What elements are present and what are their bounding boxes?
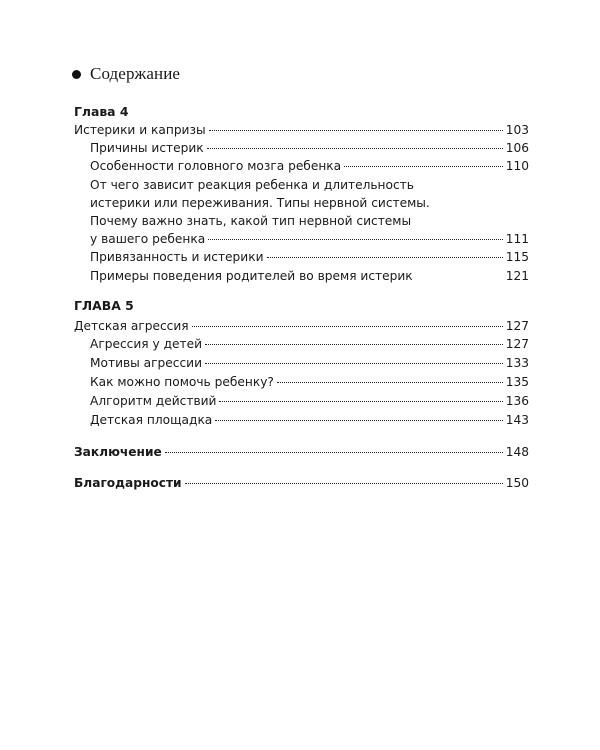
dot-leader [219, 401, 502, 402]
toc-entry-page: 121 [505, 269, 529, 283]
chapter-4-heading: Глава 4 [74, 104, 129, 119]
section-header [72, 62, 180, 86]
section-title: Содержание [90, 64, 181, 83]
dot-leader [277, 382, 503, 383]
toc-entry-page: 136 [505, 394, 529, 408]
toc-entry-page: 150 [505, 476, 529, 490]
toc-entry-title: Мотивы агрессии [90, 356, 203, 370]
dot-leader [215, 420, 502, 421]
toc-entry-title: Истерики и капризы [74, 123, 206, 137]
toc-subentry-line: истерики или переживания. Типы нервной системы. [90, 196, 430, 210]
toc-subentry[interactable] [90, 392, 529, 410]
toc-subentry-line: От чего зависит реакция ребенка и длительность [90, 178, 414, 192]
toc-subentry[interactable] [90, 248, 529, 266]
toc-entry-title: Благодарности [74, 476, 182, 490]
toc-entry-title: Детская площадка [90, 413, 213, 427]
toc-entry-page: 127 [505, 319, 529, 333]
dot-leader [208, 239, 503, 240]
dot-leader [344, 166, 503, 167]
toc-entry-title: у вашего ребенка [90, 232, 206, 246]
toc-subentry[interactable] [90, 354, 529, 372]
toc-subentry-line: Почему важно знать, какой тип нервной системы [90, 214, 412, 228]
toc-entry-title: Как можно помочь ребенку? [90, 375, 274, 389]
dot-leader [205, 363, 503, 364]
dot-leader [192, 326, 503, 327]
toc-entry-title: Привязанность и истерики [90, 250, 264, 264]
toc-entry-page: 143 [505, 413, 529, 427]
toc-subentry[interactable] [90, 139, 529, 157]
dot-leader [207, 148, 503, 149]
toc-entry-page: 106 [505, 141, 529, 155]
toc-entry[interactable] [74, 317, 529, 335]
toc-subentry[interactable] [90, 157, 529, 175]
toc-subentry[interactable] [90, 373, 529, 391]
dot-leader [267, 257, 503, 258]
toc-entry-page: 115 [505, 250, 529, 264]
dot-leader [185, 483, 503, 484]
toc-subentry[interactable] [90, 335, 529, 353]
toc-entry-page: 133 [505, 356, 529, 370]
toc-entry-page: 103 [505, 123, 529, 137]
toc-entry-page: 110 [505, 159, 529, 173]
toc-entry[interactable] [74, 121, 529, 139]
dot-leader [165, 452, 503, 453]
bullet-dot-icon [72, 70, 81, 79]
toc-entry-title: Детская агрессия [74, 319, 189, 333]
toc-entry-page: 135 [505, 375, 529, 389]
toc-entry-page: 111 [505, 232, 529, 246]
toc-entry-conclusion[interactable] [74, 443, 529, 461]
toc-entry-title: Агрессия у детей [90, 337, 203, 351]
dot-leader [209, 130, 503, 131]
toc-entry-acknowledgements[interactable] [74, 474, 529, 492]
toc-subentry[interactable] [90, 267, 529, 285]
toc-entry-title: Особенности головного мозга ребенка [90, 159, 342, 173]
chapter-5-heading: ГЛАВА 5 [74, 298, 134, 313]
toc-subentry[interactable] [90, 230, 529, 248]
toc-entry-page: 127 [505, 337, 529, 351]
toc-entry-title: Алгоритм действий [90, 394, 217, 408]
toc-entry-title: Причины истерик [90, 141, 204, 155]
dot-leader [205, 344, 503, 345]
toc-entry-title: Заключение [74, 445, 162, 459]
toc-entry-title: Примеры поведения родителей во время истерик [90, 269, 413, 283]
toc-subentry[interactable] [90, 411, 529, 429]
toc-entry-page: 148 [505, 445, 529, 459]
